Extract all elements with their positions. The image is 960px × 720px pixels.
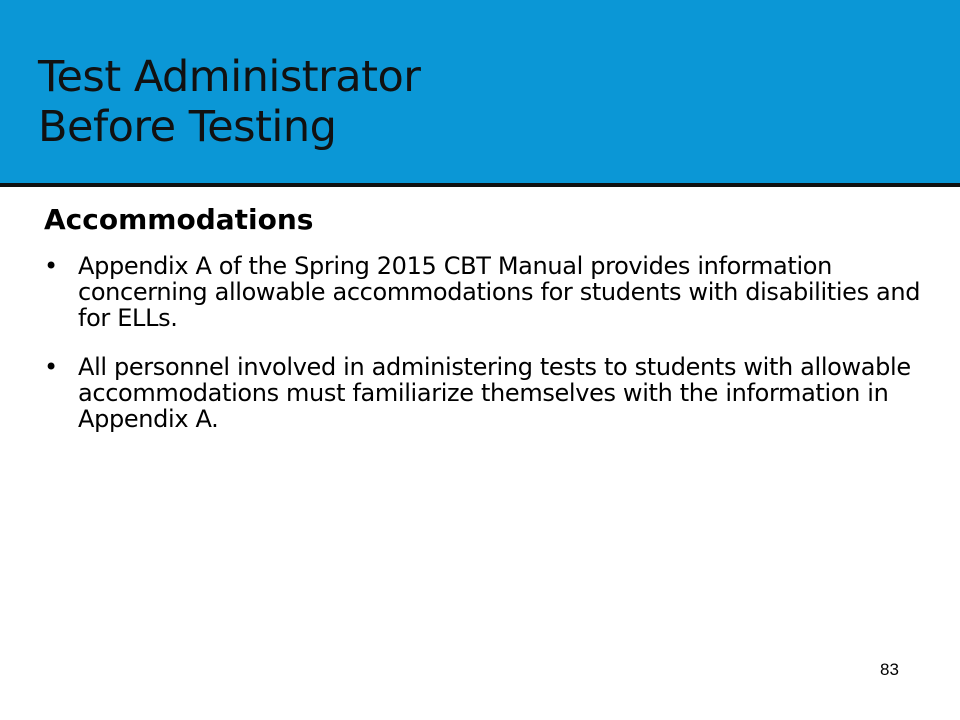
section-heading: Accommodations — [44, 203, 314, 236]
bullet-item — [44, 354, 949, 432]
bullet-icon: • — [44, 252, 59, 280]
slide-title — [38, 52, 420, 152]
bullet-icon: • — [44, 353, 59, 381]
bullet-list — [44, 253, 949, 455]
bullet-text: Appendix A of the Spring 2015 CBT Manual provides information concerning allowable accommodations for students with disabilities and for ELLs. — [78, 252, 921, 332]
slide-title-line-2: Before Testing — [38, 102, 337, 152]
slide-title-line-1: Test Administrator — [38, 52, 421, 102]
title-divider — [0, 183, 960, 187]
bullet-text: All personnel involved in administering tests to students with allowable accommodations must familiarize themselves with the information in Appendix A. — [78, 353, 911, 433]
bullet-item — [44, 253, 949, 331]
page-number: 83 — [880, 660, 899, 679]
